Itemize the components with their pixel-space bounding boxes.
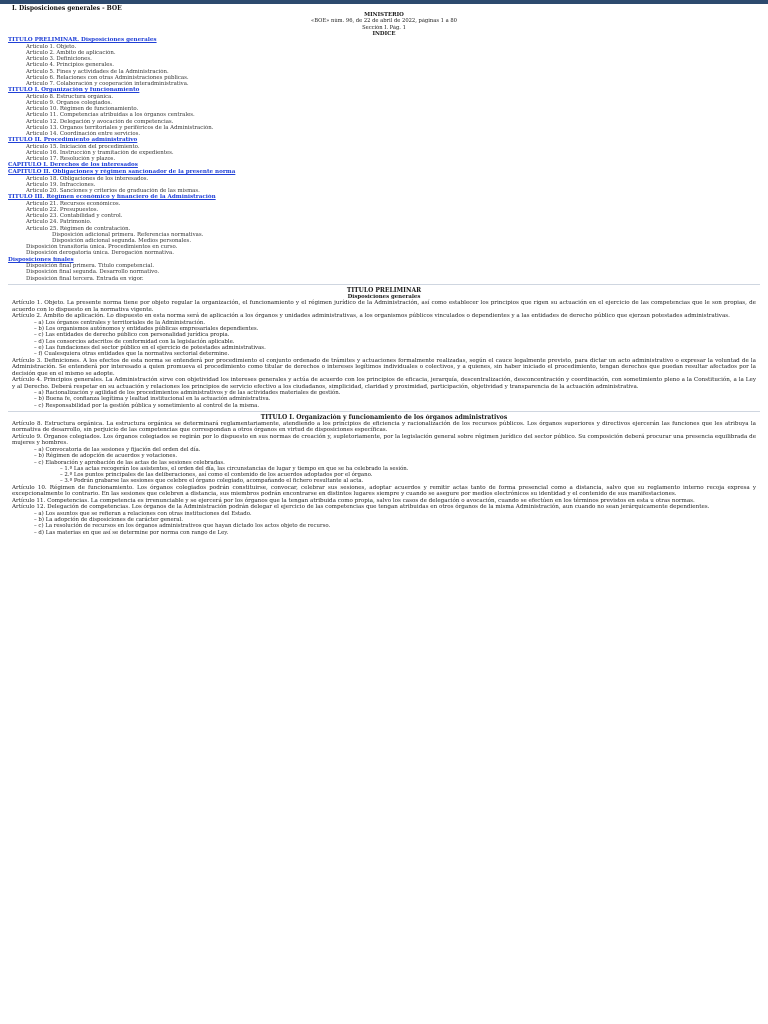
toc-article-link[interactable]: Disposición final segunda. Desarrollo normativo. (26, 269, 160, 276)
toc-section-link[interactable]: CAPÍTULO I. Derechos de los interesados (8, 162, 138, 169)
list-item: – c) La resolución de recursos en los órganos administrativos que hayan dictado los actos objeto de recurso. (34, 523, 756, 529)
bullet-list-3 (8, 447, 760, 466)
article-paragraph: Artículo 10. Régimen de funcionamiento. Los órganos colegiados podrán constituirse, convocar, celebrar sus sesiones, adoptar acuerdos y remitir actas tanto de forma presencial como a distancia, salvo que su reglamento interno recoja expresa y excepcionalmente lo contrario. En las sesiones que celebren a distancia, sus miembros podrán encontrarse en distintos lugares siempre y cuando se asegure por medios electrónicos su identidad y el contenido de sus manifestaciones. (12, 484, 756, 498)
toc-article-link[interactable]: Artículo 3. Definiciones. (26, 56, 92, 63)
list-item: – a) Convocatoria de las sesiones y fijación del orden del día. (34, 447, 756, 453)
toc-article-link[interactable]: Artículo 20. Sanciones y criterios de graduación de las mismas. (26, 188, 200, 195)
toc-subitem-link[interactable]: Disposición adicional segunda. Medios personales. (52, 238, 192, 245)
list-item: – f) Cualesquiera otras entidades que la normativa sectorial determine. (34, 351, 756, 357)
article-paragraph: Artículo 3. Definiciones. A los efectos de esta norma se entenderá por procedimiento el conjunto ordenado de trámites y actuaciones formalmente realizadas, según el cauce legalmente previsto, para dictar un acto administrativo o expresar la voluntad de la Administración. Se entenderá por interesado a quien promueva el procedimiento como titular de derechos o intereses legítimos individuales o colectivos, y a quienes, sin haber iniciado el procedimiento, tengan derechos que puedan resultar afectados por la decisión que en el mismo se adopte. (12, 357, 756, 377)
toc-article-link[interactable]: Artículo 14. Coordinación entre servicios. (26, 131, 141, 138)
toc-article-link[interactable]: Artículo 11. Competencias atribuidas a los órganos centrales. (26, 112, 195, 119)
list-item: – c) Responsabilidad por la gestión pública y sometimiento al control de la misma. (34, 403, 756, 409)
toc-article-link[interactable]: Artículo 1. Objeto. (26, 43, 77, 50)
bullet-list-1 (8, 320, 760, 358)
list-item: – a) Los asuntos que se refieran a relaciones con otras instituciones del Estado. (34, 511, 756, 517)
divider (8, 284, 760, 285)
toc-article-link[interactable]: Artículo 16. Instrucción y tramitación de expedientes. (26, 150, 174, 157)
list-item: – b) La adopción de disposiciones de carácter general. (34, 517, 756, 523)
toc-section-link[interactable]: TÍTULO III. Régimen económico y financiero de la Administración (8, 194, 216, 201)
toc-article-link[interactable]: Artículo 21. Recursos económicos. (26, 200, 121, 207)
toc-section-link[interactable]: CAPÍTULO II. Obligaciones y régimen sancionador de la presente norma (8, 169, 236, 176)
toc-section-link[interactable]: TÍTULO PRELIMINAR. Disposiciones generales (8, 37, 157, 44)
article-paragraph: Artículo 11. Competencias. La competencia es irrenunciable y se ejercerá por los órganos que la tengan atribuida como propia, salvo los casos de delegación o avocación, cuando se efectúen en los términos previstos en esta u otras normas. (12, 497, 695, 504)
divider (8, 411, 760, 412)
list-item: – a) Racionalización y agilidad de los procedimientos administrativos y de las actividades materiales de gestión. (34, 390, 756, 396)
article-paragraph: Artículo 2. Ámbito de aplicación. Lo dispuesto en esta norma será de aplicación a los órganos y unidades administrativas, a los organismos públicos vinculados o dependientes y a las entidades de derecho público que ejerzan potestades administrativas. (12, 313, 730, 320)
article-paragraph: Artículo 12. Delegación de competencias. Los órganos de la Administración podrán delegar el ejercicio de las competencias que tengan atribuidas en otros órganos de la misma Administración, aun cuando no sean jerárquicamente dependientes. (12, 504, 710, 511)
toc-article-link[interactable]: Artículo 5. Fines y actividades de la Administración. (26, 68, 169, 75)
list-item: – b) Buena fe, confianza legítima y lealtad institucional en la actuación administrativa. (34, 396, 756, 402)
toc-section-link[interactable]: TÍTULO I. Organización y funcionamiento (8, 87, 140, 94)
section-title: TÍTULO PRELIMINAR (346, 286, 422, 294)
section-subtitle: Disposiciones generales (347, 293, 421, 300)
toc-article-link[interactable]: Artículo 17. Resolución y plazos. (26, 156, 116, 163)
list-item: – d) Las materias en que así se determine por norma con rango de Ley. (34, 530, 756, 536)
bullet-list-4 (8, 511, 760, 536)
article-paragraph: Artículo 8. Estructura orgánica. La estructura orgánica se determinará reglamentariamente, atendiendo a los principios de eficiencia y racionalización de los recursos públicos. Los órganos superiores y directivos ejercerán las funciones que les atribuya la normativa de desarrollo, sin perjuicio de las competencias que correspondan a otros órganos en virtud de disposiciones específicas. (12, 420, 756, 434)
list-item: – b) Régimen de adopción de acuerdos y votaciones. (34, 453, 756, 459)
section-title-2: TÍTULO I. Organización y funcionamiento de los órganos administrativos (260, 413, 508, 421)
list-item: – b) Los organismos autónomos y entidades públicas empresariales dependientes. (34, 326, 756, 332)
toc-article-link[interactable]: Artículo 15. Iniciación del procedimiento. (26, 143, 140, 150)
body-block-1 (8, 300, 760, 320)
list-item: – d) Los consorcios adscritos de conformidad con la legislación aplicable. (34, 339, 756, 345)
toc-article-link[interactable]: Artículo 2. Ámbito de aplicación. (26, 50, 116, 57)
list-item: – 3.º Podrán grabarse las sesiones que celebre el órgano colegiado, acompañando el fichero resultante al acta. (60, 478, 756, 484)
body-block-3 (8, 421, 760, 447)
toc-section-link[interactable]: Disposiciones finales (8, 256, 74, 263)
toc-article-link[interactable]: Artículo 6. Relaciones con otras Administraciones públicas. (26, 74, 189, 81)
article-paragraph: Artículo 1. Objeto. La presente norma tiene por objeto regular la organización, el funcionamiento y el régimen jurídico de la Administración, así como establecer los principios que rigen su actuación en el ejercicio de las competencias que le son propias, de acuerdo con lo dispuesto en la normativa vigente. (12, 300, 756, 313)
toc-article-link[interactable]: Artículo 7. Colaboración y cooperación interadministrativa. (26, 81, 189, 88)
body-block-2 (8, 358, 760, 391)
toc-article-link[interactable]: Disposición final tercera. Entrada en vigor. (26, 275, 144, 282)
list-item: – e) Las fundaciones del sector público en el ejercicio de potestades administrativas. (34, 345, 756, 351)
toc-article-link[interactable]: Disposición transitoria única. Procedimientos en curso. (26, 244, 178, 251)
toc-article-link[interactable]: Artículo 13. Órganos territoriales y periféricos de la Administración. (26, 124, 214, 131)
table-of-contents (8, 37, 760, 282)
toc-article-link[interactable]: Artículo 4. Principios generales. (26, 62, 114, 69)
list-item: – 2.º Los puntos principales de las deliberaciones, así como el contenido de los acuerdos adoptados por el órgano. (60, 472, 756, 478)
toc-article-link[interactable]: Disposición derogatoria única. Derogación normativa. (26, 250, 174, 257)
list-item: – a) Los órganos centrales y territoriales de la Administración. (34, 320, 756, 326)
toc-article-link[interactable]: Artículo 25. Régimen de contratación. (26, 225, 131, 232)
nested-bullet-list (8, 466, 760, 485)
article-paragraph: Artículo 9. Órganos colegiados. Los órganos colegiados se regirán por lo dispuesto en sus normas de creación y, supletoriamente, por la legislación general sobre régimen jurídico del sector público. Su composición deberá procurar una presencia equilibrada de mujeres y hombres. (12, 433, 756, 447)
toc-article-link[interactable]: Artículo 8. Estructura orgánica. (26, 93, 114, 100)
toc-article-link[interactable]: Artículo 12. Delegación y avocación de competencias. (26, 118, 174, 125)
toc-article-link[interactable]: Artículo 9. Órganos colegiados. (26, 100, 112, 107)
list-item: – 1.º Las actas recogerán los asistentes, el orden del día, las circunstancias de lugar y tiempo en que se ha celebrado la sesión. (60, 466, 756, 472)
document-page (8, 4, 760, 1022)
toc-article-link[interactable]: Artículo 22. Presupuestos. (26, 207, 99, 214)
toc-section-link[interactable]: TÍTULO II. Procedimiento administrativo (8, 137, 138, 144)
header-page: Sección I. Pág. 1 (362, 24, 406, 31)
list-item: – c) Las entidades de derecho público con personalidad jurídica propia. (34, 332, 756, 338)
toc-article-link[interactable]: Artículo 24. Patrimonio. (26, 219, 92, 226)
header-bulletin: «BOE» núm. 96, de 22 de abril de 2022, páginas 1 a 80 (311, 18, 457, 25)
toc-article-link[interactable]: Artículo 23. Contabilidad y control. (26, 213, 123, 220)
toc-label: ÍNDICE (372, 30, 396, 37)
list-item: – c) Elaboración y aprobación de las actas de las sesiones celebradas. (34, 460, 756, 466)
bullet-list-2 (8, 390, 760, 409)
document-title: I. Disposiciones generales - BOE (12, 5, 122, 12)
header-ministry: MINISTERIO (364, 12, 404, 18)
toc-subitem-link[interactable]: Disposición adicional primera. Referencias normativas. (52, 231, 204, 238)
body-block-4 (8, 485, 760, 511)
toc-article-link[interactable]: Artículo 19. Infracciones. (26, 181, 96, 188)
article-paragraph: Artículo 4. Principios generales. La Administración sirve con objetividad los intereses generales y actúa de acuerdo con los principios de eficacia, jerarquía, descentralización, desconcentración y coordinación, con sometimiento pleno a la Constitución, a la Ley y al Derecho. Deberá respetar en su actuación y relaciones los principios de servicio efectivo a los ciudadanos, simplicidad, claridad y proximidad, participación, objetividad y transparencia de la actuación administrativa. (12, 377, 756, 390)
toc-article-link[interactable]: Disposición final primera. Título competencial. (26, 263, 155, 270)
toc-article-link[interactable]: Artículo 18. Obligaciones de los interesados. (26, 175, 149, 182)
toc-article-link[interactable]: Artículo 10. Régimen de funcionamiento. (26, 106, 139, 113)
